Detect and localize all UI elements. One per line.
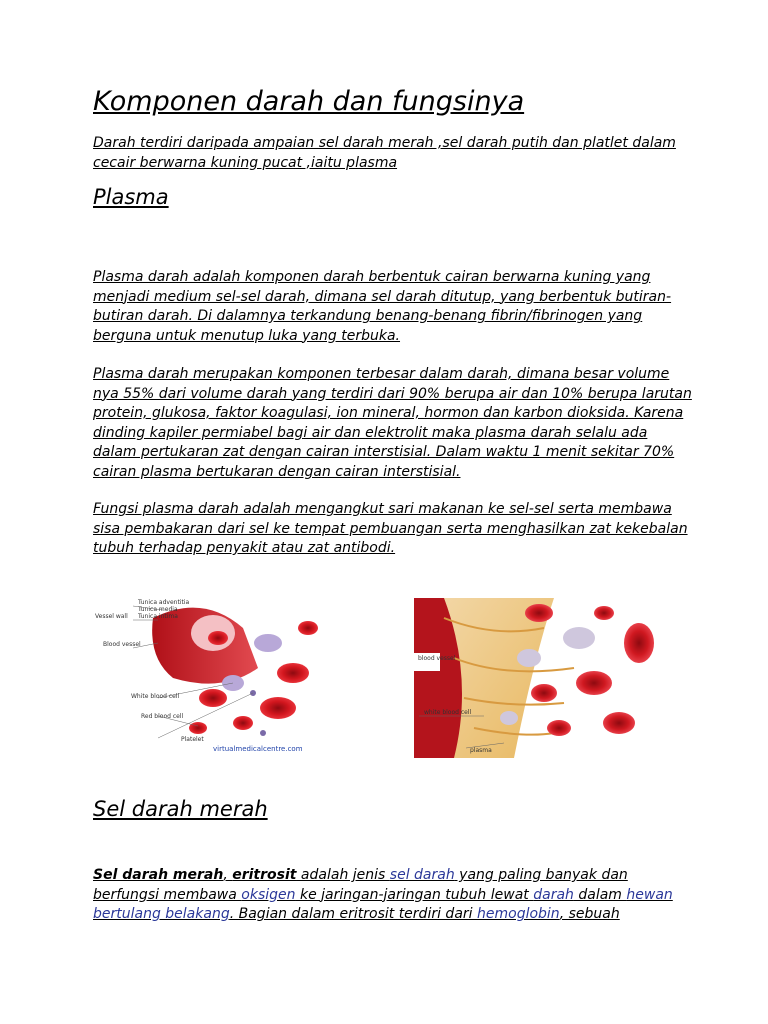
red-cell <box>603 712 635 734</box>
red-cell <box>525 604 553 622</box>
text-run: ke jaringan-jaringan tubuh lewat <box>295 886 534 903</box>
bold-term: eritrosit <box>232 867 297 883</box>
text-line: berguna untuk menutup luka yang terbuka. <box>93 327 401 344</box>
text-line <box>93 905 683 925</box>
text-run: . Bagian dalam eritrosit terdiri dari <box>229 906 477 922</box>
text-run: yang paling banyak dan <box>454 867 628 883</box>
figure-label: white blood cell <box>424 709 472 716</box>
figure-label: Blood vessel <box>103 641 141 648</box>
red-cell <box>531 684 557 702</box>
figure-label: Platelet <box>181 736 204 743</box>
text-line: nya 55% dari volume darah yang terdiri dari 90% berupa air dan 10% berupa larutan <box>93 385 692 402</box>
figure-label: plasma <box>470 747 492 754</box>
text-line: menjadi medium sel-sel darah, dimana sel darah ditutup, yang berbentuk butiran- <box>93 288 672 305</box>
red-cell <box>260 697 296 719</box>
figure-label: Vessel wall <box>95 613 128 620</box>
text-line: dalam pertukaran zat dengan cairan interstisial. Dalam waktu 1 menit sekitar 70% <box>93 444 675 460</box>
page-title: Komponen darah dan fungsinya <box>93 86 525 117</box>
text-line: protein, glukosa, faktor koagulasi, ion mineral, hormon dan karbon dioksida. Karena <box>93 405 684 421</box>
text-line: dinding kapiler permiabel bagi air dan elektrolit maka plasma darah selalu ada <box>93 424 648 441</box>
red-cell <box>547 720 571 736</box>
sel-darah-merah-paragraph <box>93 866 683 925</box>
text-line <box>93 886 683 906</box>
text-line: tubuh terhadap penyakit atau zat antibodi. <box>93 540 396 556</box>
figure-credit: virtualmedicalcentre.com <box>213 745 303 753</box>
text-line <box>93 866 683 886</box>
figure-label: Tunica intima <box>138 613 178 620</box>
figure-label: blood vessel <box>418 655 456 662</box>
text-run: , sebuah <box>559 906 620 922</box>
plasma-paragraph-1 <box>93 268 683 346</box>
red-cell <box>624 623 654 663</box>
bold-term: Sel darah merah <box>93 867 224 883</box>
intro-paragraph <box>93 134 683 173</box>
platelet <box>260 730 266 736</box>
red-cell <box>277 663 309 683</box>
red-cell <box>199 689 227 707</box>
red-cell <box>298 621 318 635</box>
red-cell <box>576 671 612 695</box>
figure-label: White blood cell <box>131 693 180 700</box>
text-line: cairan plasma bertukaran dengan cairan interstisial. <box>93 463 461 480</box>
sel-darah-merah-heading: Sel darah merah <box>93 797 268 821</box>
figure-label: Red blood cell <box>141 713 184 720</box>
link-darah[interactable]: darah <box>533 886 574 903</box>
text-line: Fungsi plasma darah adalah mengangkut sari makanan ke sel-sel serta membawa <box>93 501 672 517</box>
figure-label: Tunica adventitia <box>138 599 190 606</box>
intro-line: Darah terdiri daripada ampaian sel darah merah ,sel darah putih dan platlet dalam <box>93 135 676 151</box>
text-run: berfungsi membawa <box>93 886 242 903</box>
plasma-heading: Plasma <box>93 185 169 209</box>
link-hewan[interactable]: hewan <box>626 886 673 903</box>
text-line: butiran darah. Di dalamnya terkandung benang-benang fibrin/fibrinogen yang <box>93 308 643 324</box>
link-bertulang-belakang[interactable]: bertulang belakang <box>93 906 230 922</box>
red-cell <box>208 631 228 645</box>
plasma-paragraph-2 <box>93 365 692 482</box>
plasma-paragraph-3 <box>93 500 688 559</box>
plasma-illustration <box>414 598 654 758</box>
link-sel-darah[interactable]: sel darah <box>389 867 455 883</box>
text-line: Plasma darah merupakan komponen terbesar dalam darah, dimana besar volume <box>93 366 670 382</box>
white-cell <box>500 711 518 725</box>
figure-label: Tunica media <box>138 606 178 613</box>
text-run: adalah jenis <box>296 867 390 883</box>
link-hemoglobin[interactable]: hemoglobin <box>477 906 560 922</box>
link-oksigen[interactable]: oksigen <box>241 886 296 903</box>
text-line: Plasma darah adalah komponen darah berbentuk cairan berwarna kuning yang <box>93 269 651 285</box>
white-cell <box>254 634 282 652</box>
white-cell <box>517 649 541 667</box>
text-run: dalam <box>573 886 627 903</box>
red-cell <box>594 606 614 620</box>
blood-vessel-illustration <box>93 598 333 758</box>
red-cell <box>189 722 207 734</box>
intro-line: cecair berwarna kuning pucat ,iaitu plasma <box>93 154 398 171</box>
text-line: sisa pembakaran dari sel ke tempat pembuangan serta menghasilkan zat kekebalan <box>93 520 688 537</box>
red-cell <box>233 716 253 730</box>
text-run: , <box>223 867 233 883</box>
white-cell <box>563 627 595 649</box>
